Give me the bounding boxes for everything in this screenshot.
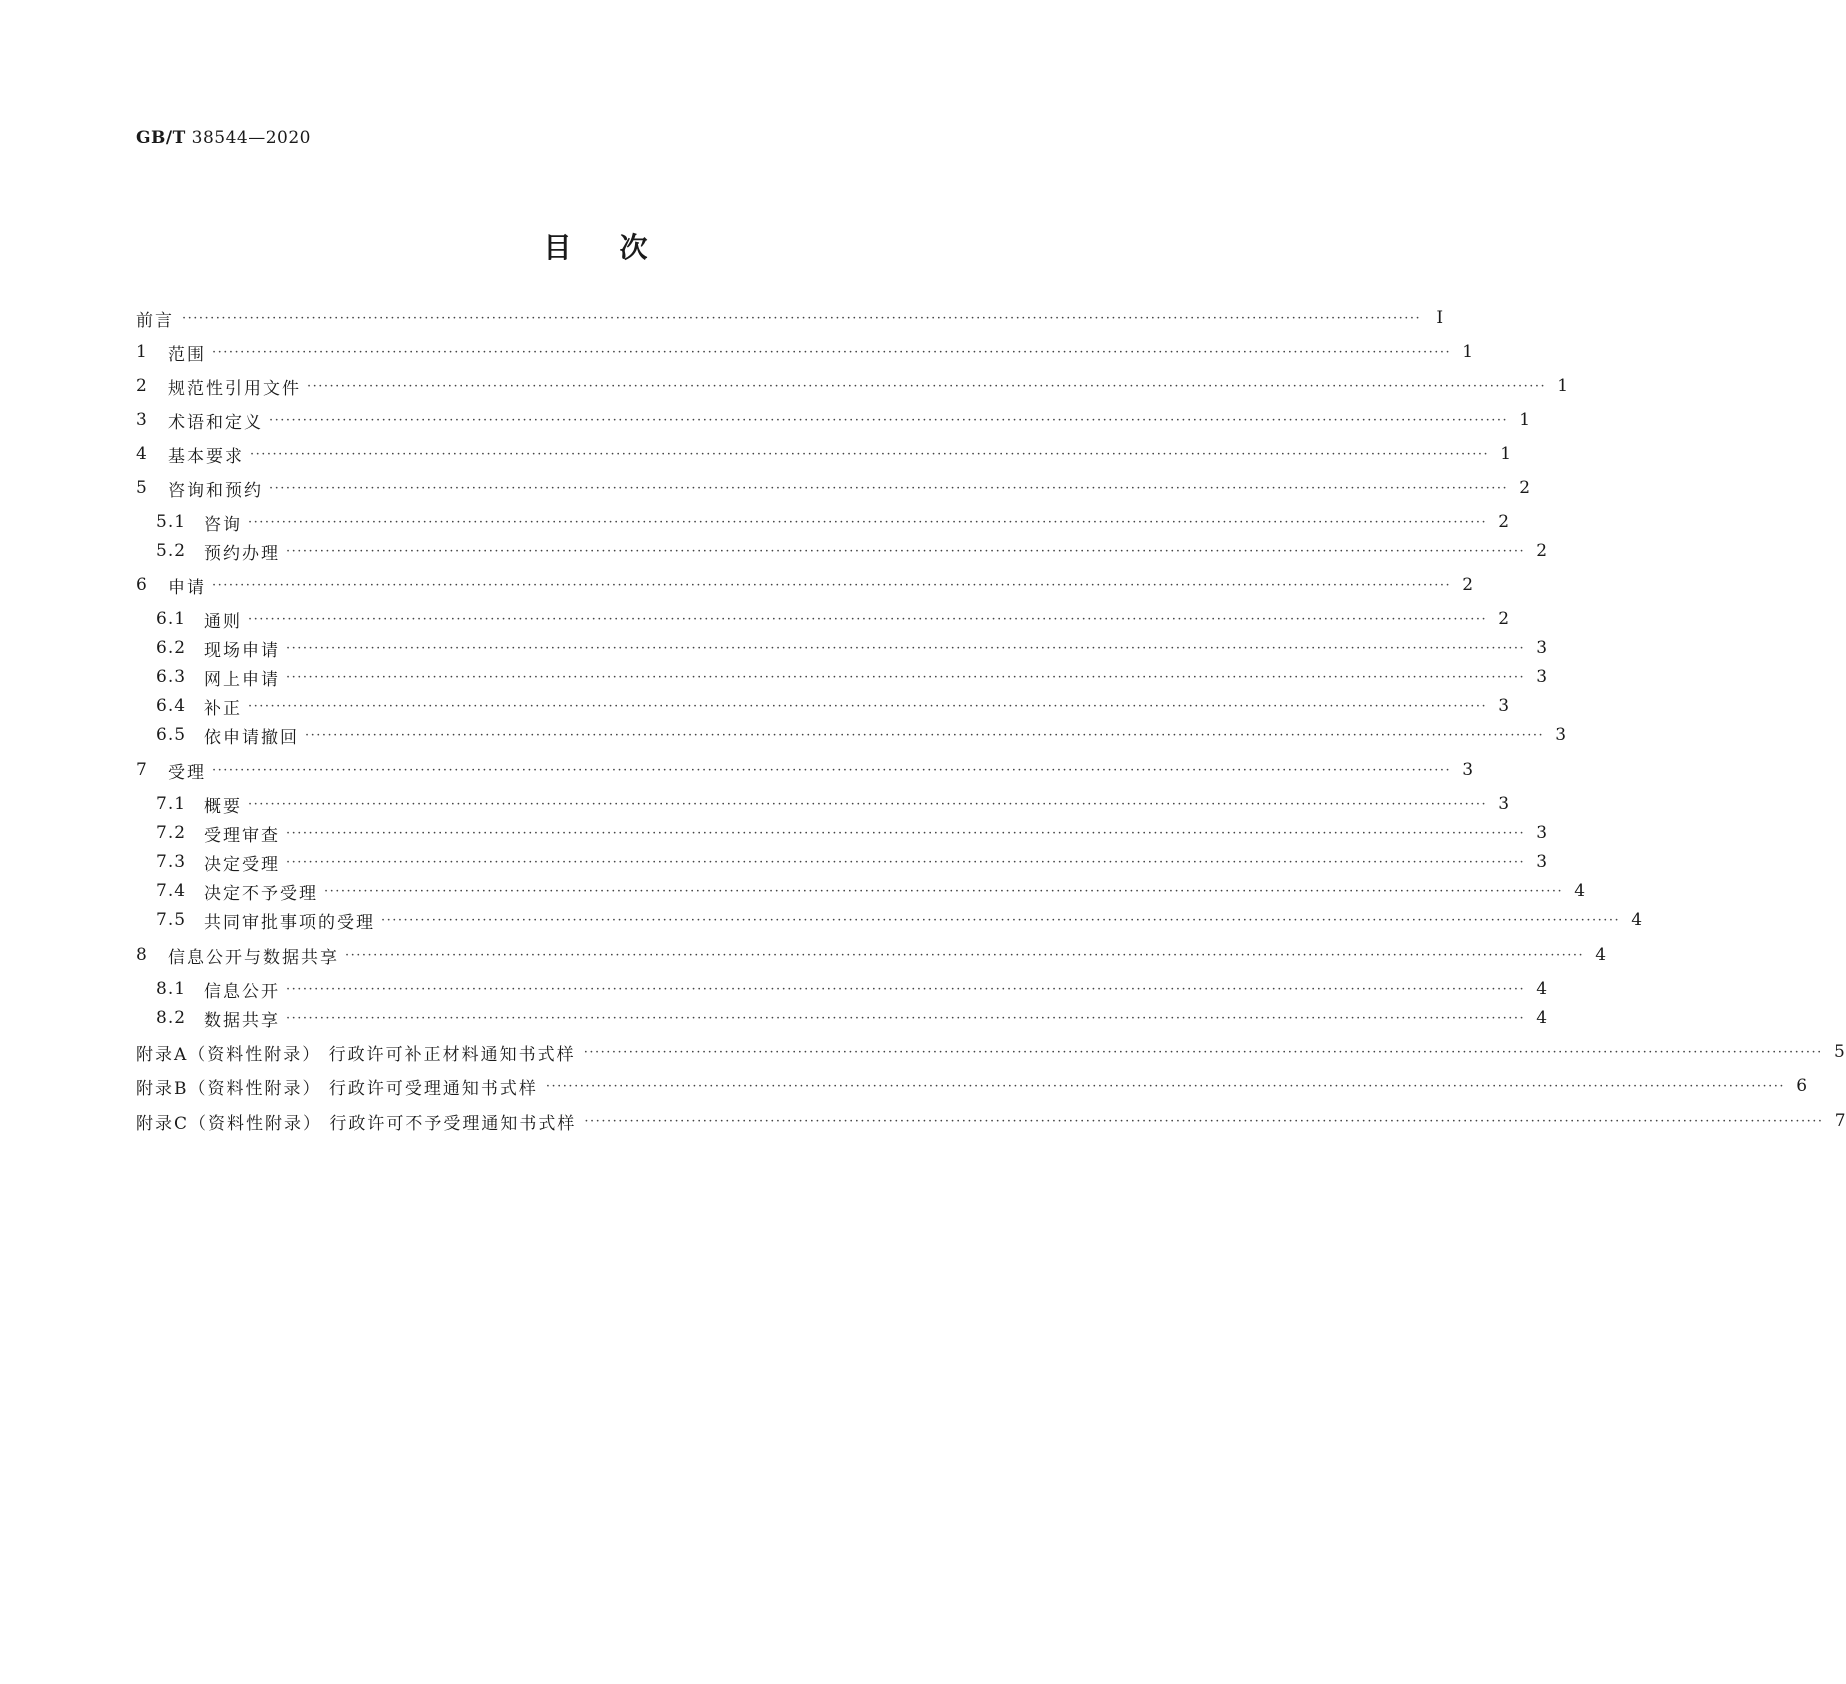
- toc-entry-label: 预约办理: [204, 543, 280, 564]
- toc-entry-label: 概要: [204, 796, 242, 817]
- toc-entry[interactable]: [156, 849, 1548, 875]
- page-title: 目次: [543, 231, 696, 264]
- dot-leader: ····························································································································································································································: [212, 344, 1452, 360]
- toc-entry-number: 7.2: [156, 823, 187, 843]
- toc-entry-label: 附录A（资料性附录） 行政许可补正材料通知书式样: [136, 1044, 576, 1065]
- toc-entry-label: 信息公开: [204, 981, 280, 1002]
- toc-entry-label: 附录C（资料性附录） 行政许可不予受理通知书式样: [136, 1113, 577, 1134]
- toc-entry[interactable]: [136, 305, 1444, 331]
- toc-entry-number: 6: [136, 575, 148, 595]
- toc-entry-label: 附录B（资料性附录） 行政许可受理通知书式样: [136, 1078, 538, 1099]
- dot-leader: ····························································································································································································································: [212, 577, 1452, 593]
- toc-entry-page: 3: [1536, 823, 1548, 843]
- toc-entry-label: 决定受理: [204, 854, 280, 875]
- toc-entry[interactable]: [136, 1073, 1808, 1099]
- toc-entry-number: 8.2: [156, 1008, 187, 1028]
- dot-leader: ····························································································································································································································: [584, 1113, 1824, 1129]
- toc-entry-label: 咨询和预约: [168, 480, 263, 501]
- toc-entry[interactable]: [136, 1108, 1846, 1134]
- toc-entry[interactable]: [136, 407, 1531, 433]
- toc-entry-page: 3: [1555, 725, 1567, 745]
- toc-entry[interactable]: [156, 635, 1548, 661]
- toc-entry-label: 决定不予受理: [204, 883, 318, 904]
- toc-entry-number: 7: [136, 760, 148, 780]
- toc-entry-page: 2: [1498, 512, 1510, 532]
- toc-entry-label: 网上申请: [204, 669, 280, 690]
- toc-entry-number: 6.5: [156, 725, 187, 745]
- dot-leader: ····························································································································································································································: [182, 310, 1422, 326]
- toc-entry-label: 范围: [168, 344, 206, 365]
- toc-entry-page: 1: [1500, 444, 1512, 464]
- dot-leader: ····························································································································································································································: [248, 698, 1488, 714]
- toc-entry-page: 3: [1536, 667, 1548, 687]
- toc-entry-number: 7.4: [156, 881, 187, 901]
- toc-entry-number: 7.5: [156, 910, 187, 930]
- toc-entry[interactable]: [156, 664, 1548, 690]
- dot-leader: ····························································································································································································································: [286, 854, 1526, 870]
- toc-entry[interactable]: [156, 693, 1510, 719]
- toc-entry[interactable]: [136, 339, 1474, 365]
- toc-entry-number: 2: [136, 376, 148, 396]
- toc-entry[interactable]: [156, 1005, 1548, 1031]
- standard-code: GB/T: [136, 128, 186, 148]
- dot-leader: ····························································································································································································································: [286, 981, 1526, 997]
- toc-entry-number: 6.4: [156, 696, 187, 716]
- toc-entry-label: 咨询: [204, 514, 242, 535]
- toc-entry-number: 5.1: [156, 512, 187, 532]
- dot-leader: ····························································································································································································································: [248, 611, 1488, 627]
- toc-entry-label: 术语和定义: [168, 412, 263, 433]
- toc-entry-label: 依申请撤回: [204, 727, 299, 748]
- toc-entry[interactable]: [156, 820, 1548, 846]
- dot-leader: ····························································································································································································································: [583, 1044, 1823, 1060]
- toc-entry-page: 3: [1462, 760, 1474, 780]
- toc-entry-label: 受理审查: [204, 825, 280, 846]
- toc-entry-number: 3: [136, 410, 148, 430]
- toc-entry-label: 现场申请: [204, 640, 280, 661]
- toc-entry-label: 共同审批事项的受理: [204, 912, 375, 933]
- toc-entry-number: 8.1: [156, 979, 187, 999]
- toc-entry[interactable]: [136, 757, 1474, 783]
- toc-entry[interactable]: [156, 976, 1548, 1002]
- dot-leader: ····························································································································································································································: [305, 727, 1545, 743]
- toc-entry-page: 2: [1519, 478, 1531, 498]
- toc-entry-page: Ⅰ: [1436, 308, 1444, 328]
- dot-leader: ····························································································································································································································: [286, 543, 1526, 559]
- toc-entry-page: 1: [1462, 342, 1474, 362]
- toc-entry[interactable]: [136, 475, 1531, 501]
- toc-entry-page: 3: [1498, 794, 1510, 814]
- dot-leader: ····························································································································································································································: [345, 947, 1585, 963]
- toc-entry-page: 4: [1631, 910, 1643, 930]
- dot-leader: ····························································································································································································································: [269, 412, 1509, 428]
- toc-entry-page: 2: [1498, 609, 1510, 629]
- toc-entry-page: 1: [1519, 410, 1531, 430]
- toc-entry-page: 2: [1536, 541, 1548, 561]
- dot-leader: ····························································································································································································································: [286, 825, 1526, 841]
- toc-entry[interactable]: [156, 722, 1567, 748]
- dot-leader: ····························································································································································································································: [250, 446, 1490, 462]
- toc-entry-page: 6: [1796, 1076, 1808, 1096]
- dot-leader: ····························································································································································································································: [286, 1010, 1526, 1026]
- dot-leader: ····························································································································································································································: [381, 912, 1621, 928]
- toc-entry-page: 3: [1498, 696, 1510, 716]
- toc-entry-label: 数据共享: [204, 1010, 280, 1031]
- toc-entry-page: 4: [1595, 945, 1607, 965]
- toc-entry[interactable]: [156, 606, 1510, 632]
- toc-entry-page: 4: [1536, 1008, 1548, 1028]
- toc-entry-page: 7: [1834, 1111, 1846, 1131]
- toc-entry-label: 基本要求: [168, 446, 244, 467]
- toc-entry-number: 1: [136, 342, 148, 362]
- toc-entry-label: 申请: [168, 577, 206, 598]
- toc-entry-page: 3: [1536, 638, 1548, 658]
- toc-entry[interactable]: [156, 509, 1510, 535]
- toc-entry[interactable]: [156, 878, 1586, 904]
- standard-id: 38544—2020: [191, 128, 311, 148]
- toc-entry-label: 通则: [204, 611, 242, 632]
- toc-entry-page: 2: [1462, 575, 1474, 595]
- toc-entry-number: 5: [136, 478, 148, 498]
- toc-entry[interactable]: [136, 441, 1512, 467]
- toc-entry-number: 6.2: [156, 638, 187, 658]
- toc-entry-label: 补正: [204, 698, 242, 719]
- toc-entry[interactable]: [136, 1039, 1845, 1065]
- toc-entry[interactable]: [136, 572, 1474, 598]
- dot-leader: ····························································································································································································································: [545, 1078, 1786, 1094]
- toc-entry-label: 规范性引用文件: [168, 378, 301, 399]
- dot-leader: ····························································································································································································································: [212, 762, 1452, 778]
- dot-leader: ····························································································································································································································: [307, 378, 1547, 394]
- toc-entry-page: 3: [1536, 852, 1548, 872]
- dot-leader: ····························································································································································································································: [248, 796, 1488, 812]
- toc-entry-number: 7.3: [156, 852, 187, 872]
- toc-entry-number: 6.1: [156, 609, 187, 629]
- toc-entry-label: 受理: [168, 762, 206, 783]
- dot-leader: ····························································································································································································································: [286, 669, 1526, 685]
- toc-entry[interactable]: [136, 942, 1607, 968]
- dot-leader: ····························································································································································································································: [286, 640, 1526, 656]
- toc-entry-page: 4: [1574, 881, 1586, 901]
- toc-entry[interactable]: [156, 538, 1548, 564]
- toc-entry-number: 6.3: [156, 667, 187, 687]
- toc-entry-label: 信息公开与数据共享: [168, 947, 339, 968]
- toc-entry[interactable]: [156, 907, 1643, 933]
- toc-entry-number: 8: [136, 945, 148, 965]
- toc-entry-number: 7.1: [156, 794, 187, 814]
- toc-entry-page: 4: [1536, 979, 1548, 999]
- toc-entry[interactable]: [136, 373, 1569, 399]
- toc-entry-page: 1: [1557, 376, 1569, 396]
- toc-entry-label: 前言: [136, 310, 174, 331]
- table-of-contents: [136, 0, 1846, 1684]
- dot-leader: ····························································································································································································································: [269, 480, 1509, 496]
- dot-leader: ····························································································································································································································: [248, 514, 1488, 530]
- toc-entry-page: 5: [1833, 1042, 1845, 1062]
- toc-entry-number: 5.2: [156, 541, 187, 561]
- toc-entry-number: 4: [136, 444, 148, 464]
- toc-entry[interactable]: [156, 791, 1510, 817]
- dot-leader: ····························································································································································································································: [324, 883, 1564, 899]
